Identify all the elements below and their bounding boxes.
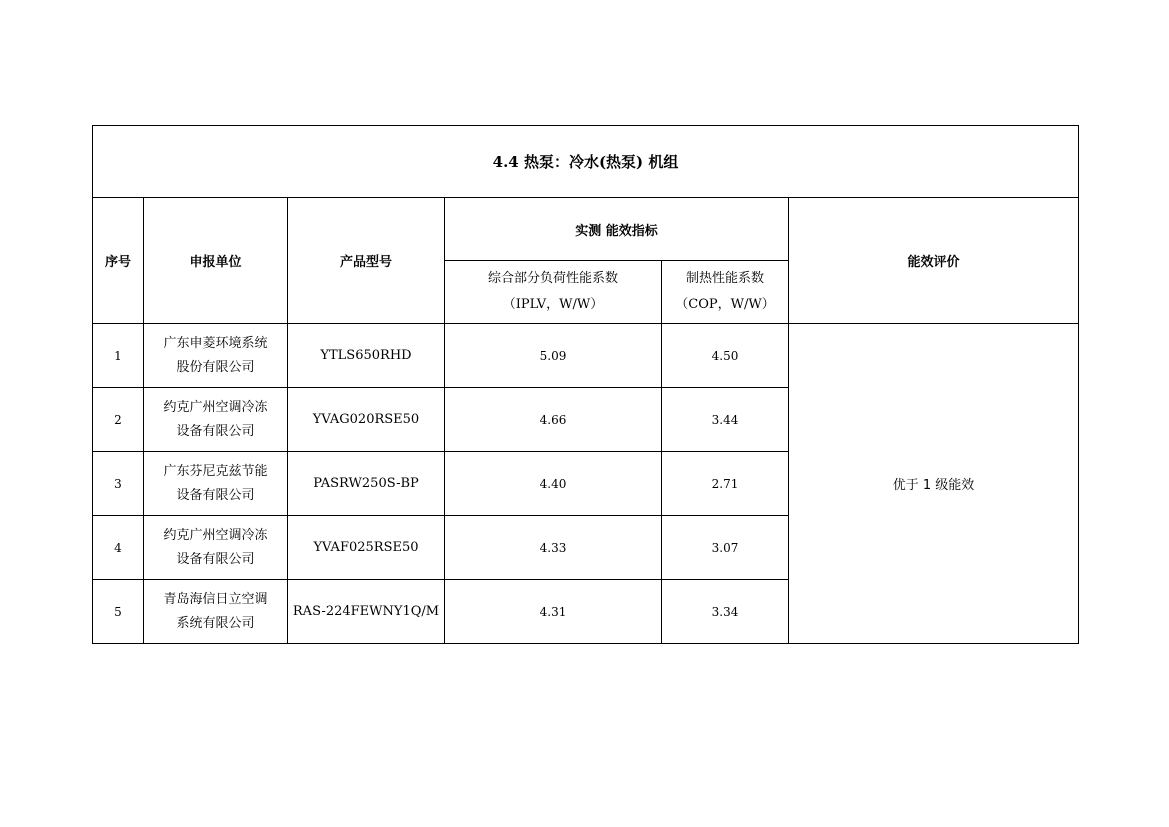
row-seq: 1 (93, 324, 144, 388)
row-company-line1: 约克广州空调冷冻 (163, 399, 268, 415)
row-company-line2: 设备有限公司 (176, 551, 255, 567)
row-company-line2: 系统有限公司 (176, 615, 255, 631)
header-iplv-unit: （IPLV，W/W） (502, 297, 604, 312)
header-measured-group: 实测 能效指标 (445, 198, 789, 261)
row-company-line1: 约克广州空调冷冻 (163, 527, 268, 543)
row-iplv: 4.33 (445, 516, 662, 580)
header-iplv (445, 261, 662, 324)
row-cop: 3.34 (662, 580, 789, 644)
header-evaluation: 能效评价 (789, 198, 1079, 324)
row-company (144, 516, 288, 580)
header-iplv-label: 综合部分负荷性能系数 (487, 271, 618, 286)
row-company (144, 388, 288, 452)
row-company (144, 580, 288, 644)
row-company-line2: 设备有限公司 (176, 487, 255, 503)
row-cop: 3.44 (662, 388, 789, 452)
row-company-line2: 设备有限公司 (176, 423, 255, 439)
row-cop: 3.07 (662, 516, 789, 580)
header-seq: 序号 (93, 198, 144, 324)
row-model: YVAF025RSE50 (288, 516, 445, 580)
row-iplv: 4.31 (445, 580, 662, 644)
header-model: 产品型号 (288, 198, 445, 324)
energy-efficiency-table (92, 125, 1079, 644)
row-iplv: 4.40 (445, 452, 662, 516)
row-model: RAS-224FEWNY1Q/M (288, 580, 445, 644)
row-seq: 5 (93, 580, 144, 644)
row-iplv: 4.66 (445, 388, 662, 452)
table-title: 4.4 热泵：冷水(热泵) 机组 (93, 126, 1079, 198)
row-seq: 2 (93, 388, 144, 452)
row-company-line1: 青岛海信日立空调 (163, 591, 268, 607)
row-seq: 3 (93, 452, 144, 516)
row-company-line1: 广东芬尼克兹节能 (163, 463, 268, 479)
header-cop-label: 制热性能系数 (685, 271, 764, 286)
header-cop (662, 261, 789, 324)
row-model: PASRW250S-BP (288, 452, 445, 516)
row-cop: 2.71 (662, 452, 789, 516)
header-cop-unit: （COP，W/W） (675, 297, 775, 312)
row-cop: 4.50 (662, 324, 789, 388)
row-company-line1: 广东申菱环境系统 (163, 335, 268, 351)
row-model: YVAG020RSE50 (288, 388, 445, 452)
row-iplv: 5.09 (445, 324, 662, 388)
evaluation-value: 优于 1 级能效 (789, 324, 1079, 644)
row-company (144, 324, 288, 388)
header-company: 申报单位 (144, 198, 288, 324)
row-model: YTLS650RHD (288, 324, 445, 388)
row-company-line2: 股份有限公司 (176, 359, 255, 375)
row-company (144, 452, 288, 516)
table-row (93, 324, 1079, 388)
row-seq: 4 (93, 516, 144, 580)
